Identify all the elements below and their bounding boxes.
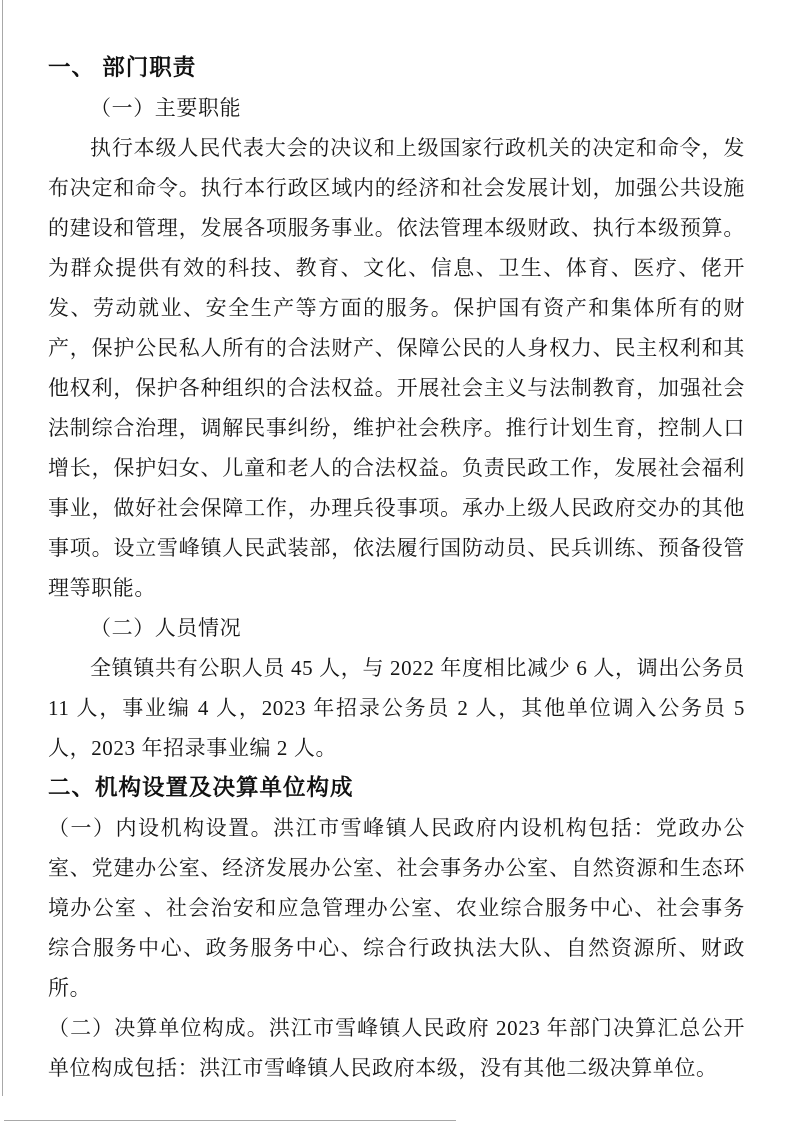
page-edge-bottom-line bbox=[4, 1120, 456, 1121]
paragraph-budget-units: （二）决算单位构成。洪江市雪峰镇人民政府 2023 年部门决算汇总公开单位构成包括：洪江市雪峰镇人民政府本级，没有其他二级决算单位。 bbox=[48, 1016, 745, 1080]
heading-org-setup: 二、机构设置及决算单位构成 bbox=[48, 775, 354, 800]
paragraph-internal-org: （一）内设机构设置。洪江市雪峰镇人民政府内设机构包括：党政办公室、党建办公室、经济发展办公室、社会事务办公室、自然资源和生态环境办公室 、社会治安和应急管理办公室、农业综合服务中心、社会事务综合服务中心、政务服务中心、综合行政执法大队、自然资源所、财政所。 bbox=[48, 816, 745, 1000]
subheading-main-functions: （一）主要职能 bbox=[90, 96, 242, 120]
subheading-personnel: （二）人员情况 bbox=[90, 616, 242, 640]
page-edge-left-line bbox=[2, 0, 3, 1096]
page-content bbox=[48, 48, 745, 1088]
heading-department-duties: 一、 部门职责 bbox=[48, 55, 197, 80]
paragraph-personnel: 全镇镇共有公职人员 45 人，与 2022 年度相比减少 6 人，调出公务员 11 人，事业编 4 人，2023 年招录公务员 2 人，其他单位调入公务员 5 人，2023 年招录事业编 2 人。 bbox=[48, 656, 745, 760]
paragraph-main-functions: 执行本级人民代表大会的决议和上级国家行政机关的决定和命令，发布决定和命令。执行本行政区域内的经济和社会发展计划，加强公共设施的建设和管理，发展各项服务事业。依法管理本级财政、执行本级预算。为群众提供有效的科技、教育、文化、信息、卫生、体育、医疗、佬开发、劳动就业、安全生产等方面的服务。保护国有资产和集体所有的财产，保护公民私人所有的合法财产、保障公民的人身权力、民主权利和其他权利，保护各种组织的合法权益。开展社会主义与法制教育，加强社会法制综合治理，调解民事纠纷，维护社会秩序。推行计划生育，控制人口增长，保护妇女、儿童和老人的合法权益。负责民政工作，发展社会福利事业，做好社会保障工作，办理兵役事项。承办上级人民政府交办的其他事项。设立雪峰镇人民武装部，依法履行国防动员、民兵训练、预备役管理等职能。 bbox=[48, 136, 745, 600]
